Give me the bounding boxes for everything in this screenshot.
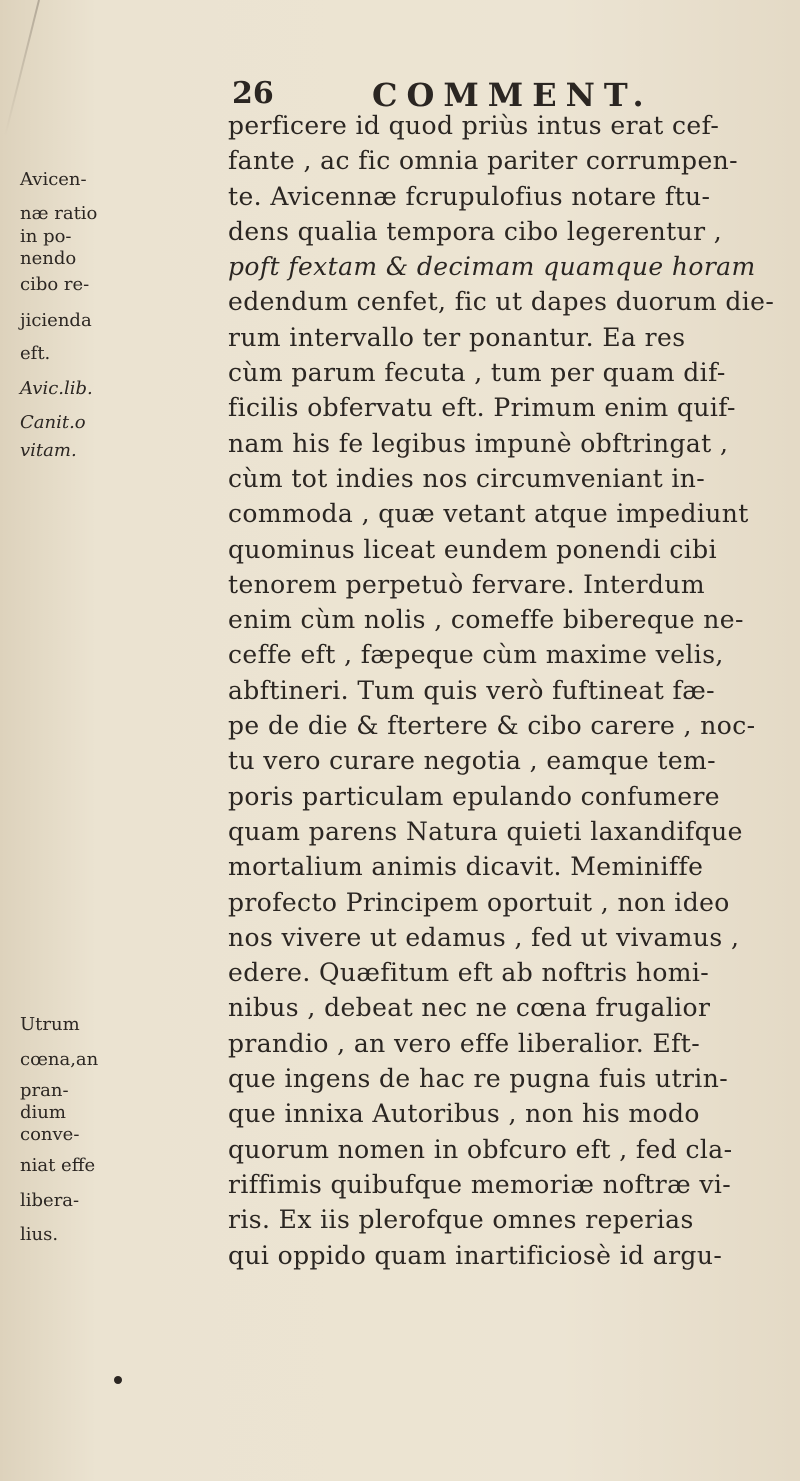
margin-note: lius.: [20, 1224, 59, 1245]
text-line: tenorem perpetuò fervare. Interdum: [228, 569, 705, 599]
text-line: profecto Principem oportuit , non ideo: [228, 887, 730, 917]
text-line: cùm parum fecuta , tum per quam dif-: [228, 358, 726, 388]
running-head: COMMENT.: [372, 76, 653, 114]
text-line: ceffe eft , fæpeque cùm maxime velis,: [228, 640, 724, 670]
margin-note: Utrum: [20, 1014, 80, 1035]
margin-note: libera-: [20, 1190, 80, 1211]
margin-note: jicienda: [20, 310, 92, 331]
text-line: te. Avicennæ fcrupulofius notare ftu-: [228, 181, 711, 211]
margin-note: Avic.lib.: [20, 378, 93, 399]
text-line: poft fextam & decimam quamque horam: [228, 252, 756, 282]
text-line: commoda , quæ vetant atque impediunt: [228, 499, 749, 529]
text-line: mortalium animis dicavit. Meminiffe: [228, 852, 704, 882]
text-line: tu vero curare negotia , eamque tem-: [228, 746, 716, 776]
page-crease: [4, 0, 40, 136]
text-line: nam his fe legibus impunè obftringat ,: [228, 428, 729, 458]
text-line: fante , ac fic omnia pariter corrumpen-: [228, 146, 738, 176]
text-line: perficere id quod priùs intus erat cef-: [228, 111, 720, 140]
margin-note: næ ratio: [20, 203, 98, 224]
margin-note: Avicen-: [20, 169, 87, 190]
text-line: dens qualia tempora cibo legerentur ,: [228, 216, 723, 246]
body-text: [228, 108, 788, 1273]
text-line: quam parens Natura quieti laxandifque: [228, 816, 743, 846]
text-line: enim cùm nolis , comeffe bibereque ne-: [228, 605, 744, 635]
page-number: 26: [232, 76, 274, 111]
text-line: quominus liceat eundem ponendi cibi: [228, 534, 717, 564]
text-line: que ingens de hac re pugna fuis utrin-: [228, 1064, 729, 1094]
text-line: cùm tot indies nos circumveniant in-: [228, 463, 706, 493]
text-line: edendum cenfet, fic ut dapes duorum die-: [228, 287, 775, 317]
text-line: poris particulam epulando confumere: [228, 781, 720, 811]
text-line: nibus , debeat nec ne cœna frugalior: [228, 993, 711, 1023]
text-line: ficilis obfervatu eft. Primum enim quif-: [228, 393, 736, 423]
margin-note: dium: [20, 1102, 66, 1123]
margin-note: pran-: [20, 1080, 69, 1101]
text-line: nos vivere ut edamus , fed ut vivamus ,: [228, 922, 740, 952]
text-line: qui oppido quam inartificiosè id argu-: [228, 1240, 723, 1270]
margin-note: conve-: [20, 1124, 80, 1145]
text-line: abftineri. Tum quis verò fuftineat fæ-: [228, 675, 715, 705]
text-line: riffimis quibufque memoriæ noftræ vi-: [228, 1169, 732, 1199]
margin-note: in po-: [20, 226, 72, 247]
margin-note: vitam.: [20, 440, 77, 461]
text-line: que innixa Autoribus , non his modo: [228, 1099, 700, 1129]
margin-note: cœna,an: [20, 1049, 99, 1070]
ink-speck: [114, 1376, 122, 1384]
margin-note: eft.: [20, 343, 51, 364]
margin-note: Canit.o: [20, 412, 86, 433]
margin-note: cibo re-: [20, 274, 90, 295]
text-line: ris. Ex iis plerofque omnes reperias: [228, 1205, 694, 1235]
margin-note: nendo: [20, 248, 77, 269]
text-line: edere. Quæfitum eft ab noftris homi-: [228, 958, 710, 988]
margin-note: niat effe: [20, 1155, 96, 1176]
text-line: pe de die & ftertere & cibo carere , noc-: [228, 711, 756, 741]
text-line: rum intervallo ter ponantur. Ea res: [228, 322, 686, 352]
text-line: prandio , an vero effe liberalior. Eft-: [228, 1028, 701, 1058]
text-line: quorum nomen in obfcuro eft , fed cla-: [228, 1134, 733, 1164]
